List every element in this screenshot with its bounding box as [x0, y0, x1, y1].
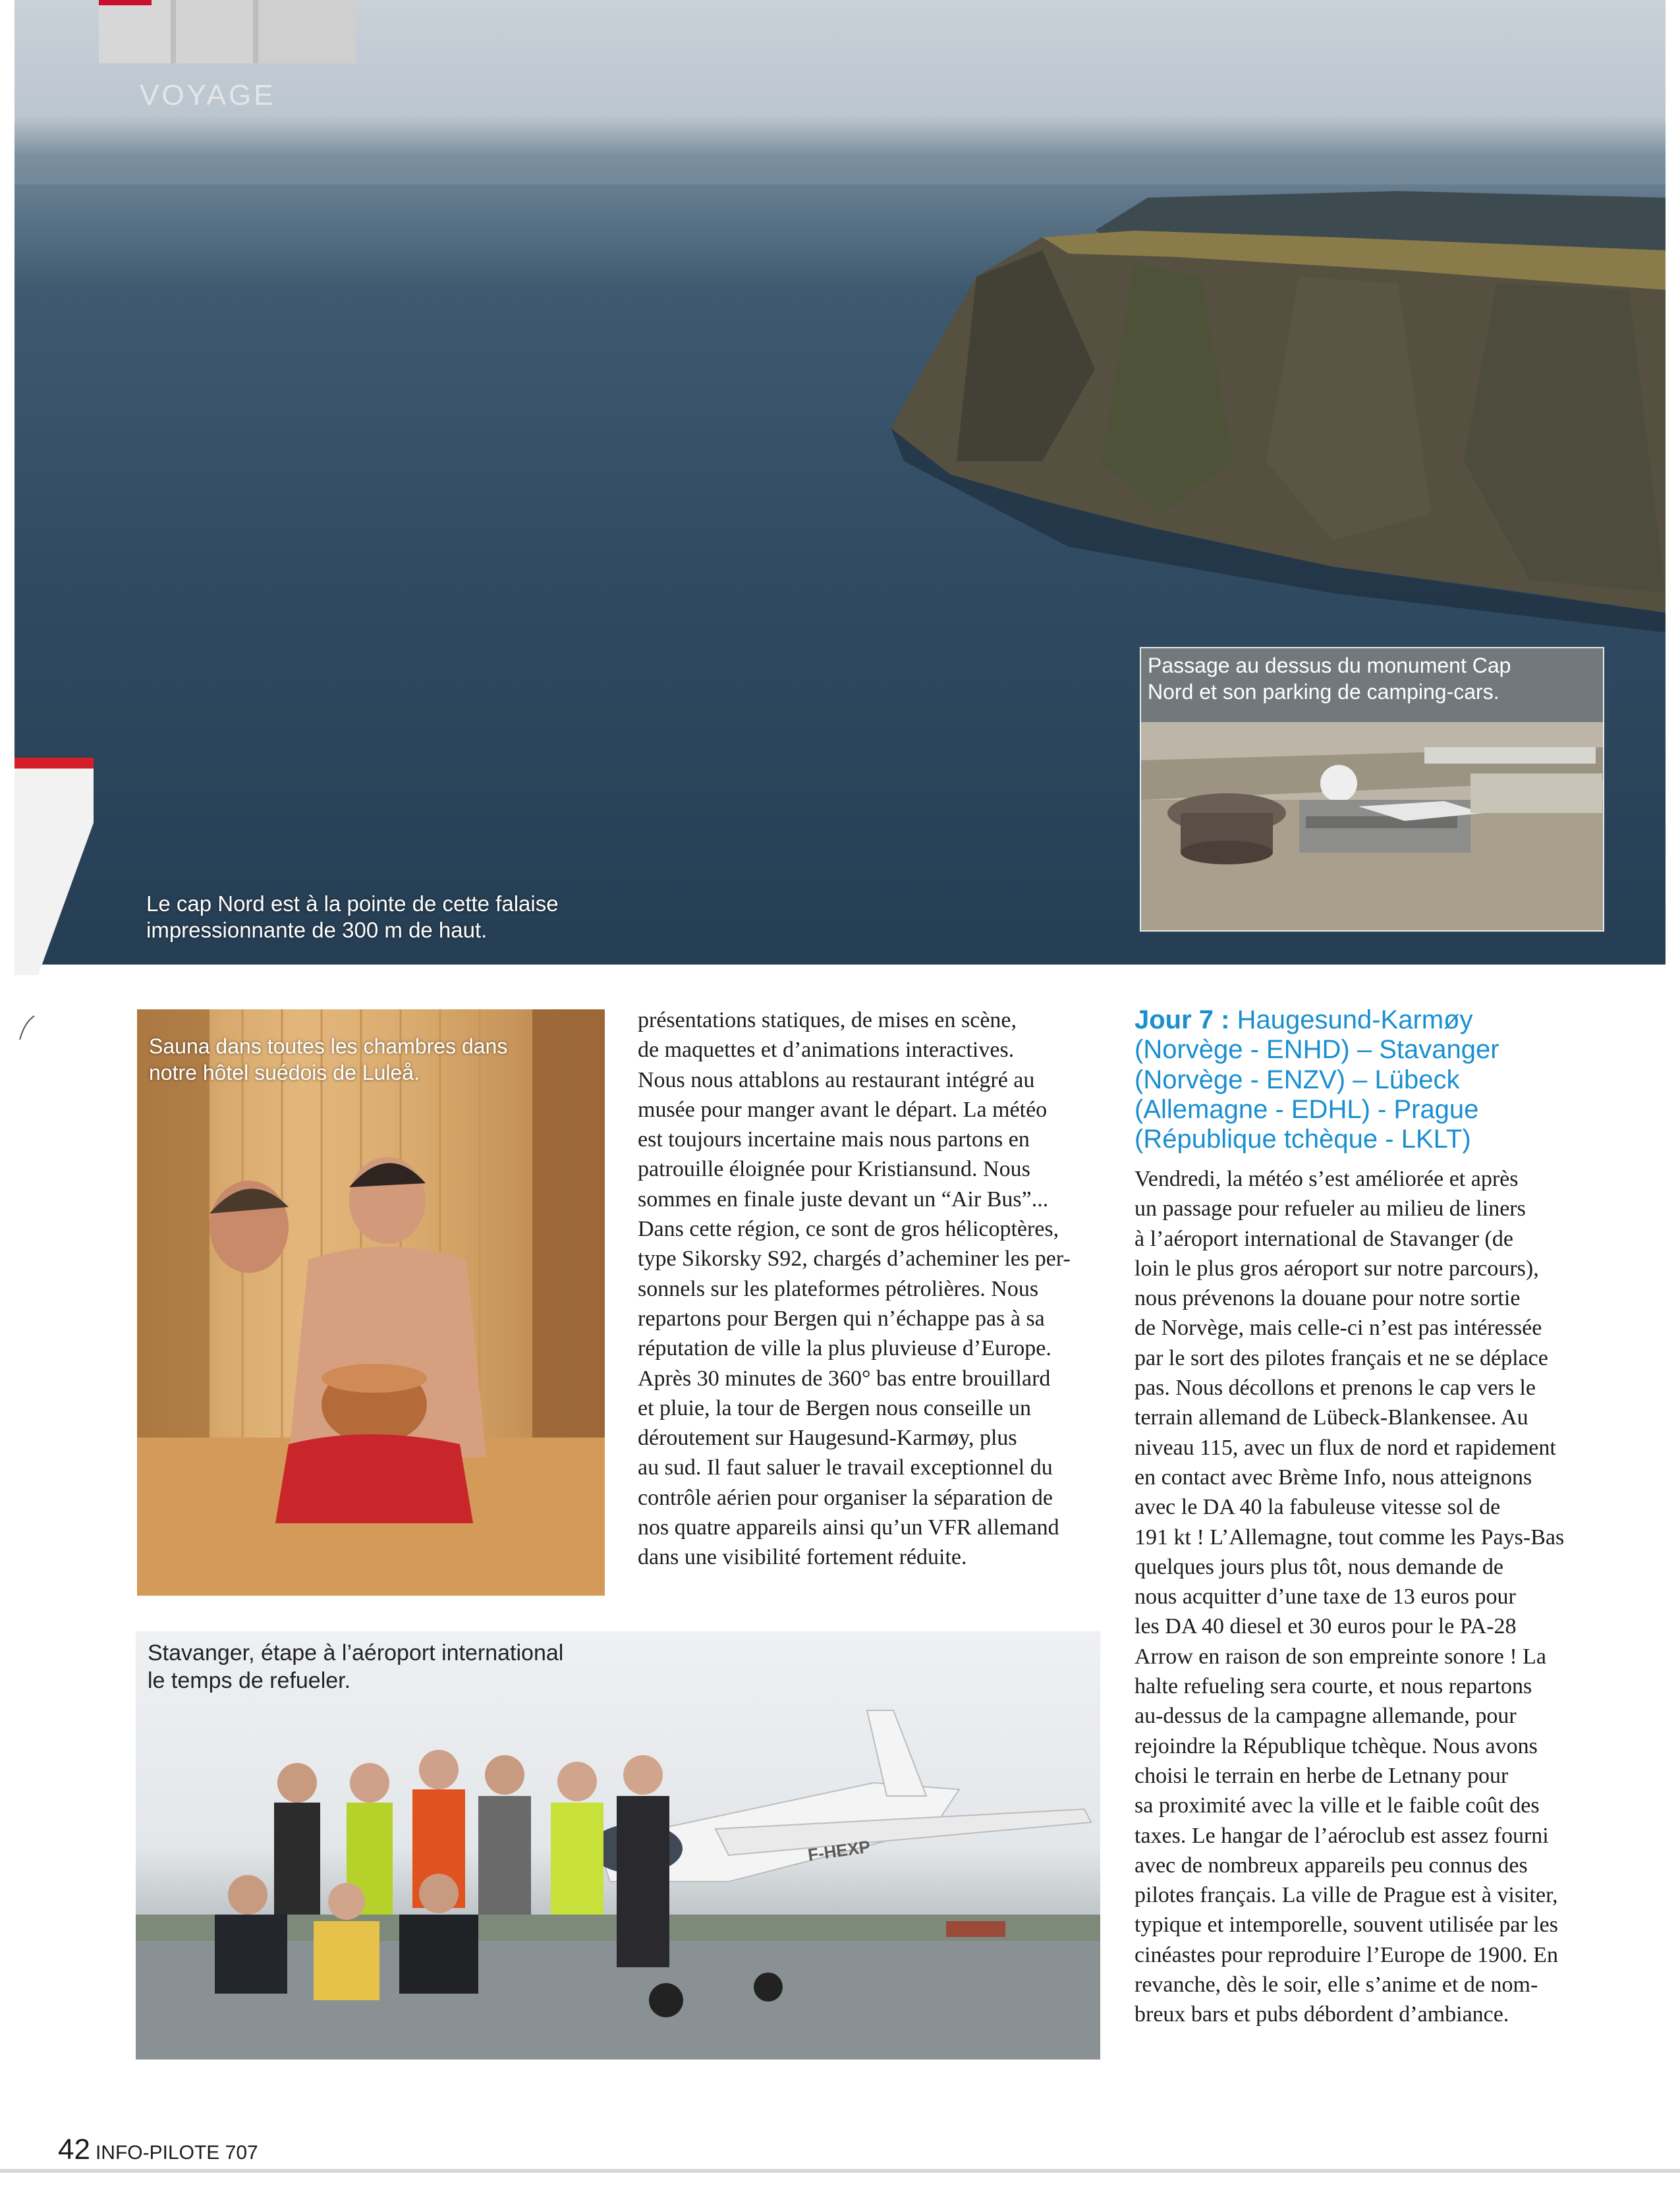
day-7-heading-line: (Norvège - ENHD) – Stavanger — [1134, 1035, 1499, 1065]
body-text-line: sa proximité avec la ville et le faible coût des — [1134, 1793, 1540, 1818]
page-number: 42 — [58, 2133, 90, 2166]
body-text-line: nous prévenons la douane pour notre sortie — [1134, 1286, 1521, 1311]
body-text-line: présentations statiques, de mises en scène, — [638, 1008, 1017, 1032]
body-text-line: niveau 115, avec un flux de nord et rapidement — [1134, 1435, 1556, 1460]
body-text-line: de maquettes et d’animations interactives. — [638, 1038, 1015, 1063]
body-text-line: au sud. Il faut saluer le travail exceptionnel du — [638, 1455, 1053, 1480]
body-text-line: contrôle aérien pour organiser la séparation de — [638, 1485, 1053, 1510]
body-text-line: dans une visibilité fortement réduite. — [638, 1545, 967, 1570]
day-7-heading-rest: Haugesund-Karmøy — [1229, 1005, 1473, 1034]
sauna-illustration — [137, 1009, 605, 1596]
body-text-line: cinéastes pour reproduire l’Europe de 1900. En — [1134, 1942, 1558, 1967]
body-text-line: les DA 40 diesel et 30 euros pour le PA-28 — [1134, 1614, 1517, 1639]
body-text-line: sommes en finale juste devant un “Air Bus”... — [638, 1187, 1049, 1212]
body-text-line: terrain allemand de Lübeck-Blankensee. Au — [1134, 1405, 1528, 1430]
group-photo-stavanger — [136, 1631, 1100, 2060]
day-7-label: Jour 7 : — [1134, 1005, 1230, 1034]
inset-caption — [1148, 652, 1596, 705]
body-text-line: patrouille éloignée pour Kristiansund. Nous — [638, 1157, 1030, 1182]
day-7-heading-line: (Allemagne - EDHL) - Prague — [1134, 1094, 1479, 1124]
bottom-rule — [0, 2169, 1680, 2173]
body-text-line: nous acquitter d’une taxe de 13 euros pour — [1134, 1584, 1516, 1610]
body-text-line: Dans cette région, ce sont de gros hélicoptères, — [638, 1217, 1059, 1242]
aircraft-registration: F-HEXP — [806, 1836, 872, 1865]
section-label: VOYAGE — [140, 79, 276, 111]
hero-caption-line: Le cap Nord est à la pointe de cette falaise — [146, 891, 559, 916]
body-text-line: revanche, dès le soir, elle s’anime et de nom- — [1134, 1973, 1538, 1998]
right-column-text — [1134, 1164, 1622, 2030]
section-tab-accent — [99, 0, 152, 5]
body-text-line: déroutement sur Haugesund-Karmøy, plus — [638, 1426, 1017, 1451]
body-text-line: type Sikorsky S92, chargés d’acheminer les per- — [638, 1247, 1071, 1272]
body-text-line: Après 30 minutes de 360° bas entre brouillard — [638, 1366, 1051, 1391]
day-7-heading-line — [1134, 1005, 1635, 1035]
body-text-line: au-dessus de la campagne allemande, pour — [1134, 1704, 1517, 1729]
sauna-photo — [137, 1009, 605, 1596]
day-7-heading-lines — [1134, 1035, 1635, 1154]
body-text-line: pilotes français. La ville de Prague est à visiter, — [1134, 1883, 1558, 1908]
section-tab-decoration — [99, 0, 356, 63]
body-text-line: loin le plus gros aéroport sur notre parcours), — [1134, 1256, 1539, 1281]
body-text-line: breux bars et pubs débordent d’ambiance. — [1134, 2002, 1509, 2027]
body-text-line: par le sort des pilotes français et ne se déplace — [1134, 1345, 1548, 1370]
group-caption — [148, 1639, 648, 1695]
body-text-line: nos quatre appareils ainsi qu’un VFR allemand — [638, 1515, 1059, 1540]
body-text-line: Arrow en raison de son empreinte sonore ! La — [1134, 1644, 1547, 1669]
body-text-line: Nous nous attablons au restaurant intégré au — [638, 1067, 1035, 1092]
inset-caption-line: Nord et son parking de camping-cars. — [1148, 680, 1499, 704]
day-7-heading-line: (République tchèque - LKLT) — [1134, 1125, 1471, 1154]
body-text-line: taxes. Le hangar de l’aéroclub est assez fourni — [1134, 1823, 1549, 1848]
group-illustration — [136, 1631, 1100, 2060]
magazine-name: INFO-PILOTE 707 — [95, 2142, 258, 2164]
body-text-line: de Norvège, mais celle-ci n’est pas intéressée — [1134, 1316, 1542, 1341]
sauna-caption-line: Sauna dans toutes les chambres dans — [149, 1034, 508, 1058]
body-text-line: choisi le terrain en herbe de Letnany pour — [1134, 1763, 1509, 1788]
body-text-line: 191 kt ! L’Allemagne, tout comme les Pays-Bas — [1134, 1525, 1565, 1550]
margin-mark — [17, 1015, 37, 1041]
body-text-line: quelques jours plus tôt, nous demande de — [1134, 1554, 1503, 1579]
middle-column-text — [638, 1005, 1099, 1573]
sauna-caption — [149, 1033, 597, 1086]
page-footer — [58, 2133, 258, 2166]
body-text-line: et pluie, la tour de Bergen nous conseille un — [638, 1395, 1032, 1420]
body-text-line: typique et intemporelle, souvent utilisée par les — [1134, 1913, 1558, 1938]
body-text-line: rejoindre la République tchèque. Nous avons — [1134, 1733, 1538, 1758]
sauna-caption-line: notre hôtel suédois de Luleå. — [149, 1061, 420, 1084]
body-text-line: en contact avec Brème Info, nous atteignons — [1134, 1465, 1532, 1490]
body-text-line: est toujours incertaine mais nous partons en — [638, 1127, 1030, 1152]
day-7-heading-line: (Norvège - ENZV) – Lübeck — [1134, 1065, 1460, 1094]
body-text-line: halte refueling sera courte, et nous repartons — [1134, 1674, 1532, 1699]
hero-caption-line: impressionnante de 300 m de haut. — [146, 918, 488, 942]
hero-caption — [146, 891, 739, 943]
group-caption-line: le temps de refueler. — [148, 1668, 351, 1693]
group-caption-line: Stavanger, étape à l’aéroport international — [148, 1640, 564, 1666]
body-text-line: pas. Nous décollons et prenons le cap vers le — [1134, 1376, 1536, 1401]
body-text-line: à l’aéroport international de Stavanger (de — [1134, 1226, 1513, 1251]
inset-photo-monument — [1140, 647, 1604, 932]
body-text-line: Vendredi, la météo s’est améliorée et après — [1134, 1167, 1519, 1191]
day-7-heading — [1134, 1005, 1635, 1154]
body-text-line: avec le DA 40 la fabuleuse vitesse sol de — [1134, 1495, 1501, 1520]
body-text-line: réputation de ville la plus pluvieuse d’Europe. — [638, 1336, 1051, 1361]
body-text-line: sonnels sur les plateformes pétrolières. Nous — [638, 1276, 1039, 1301]
body-text-line: repartons pour Bergen qui n’échappe pas à sa — [638, 1306, 1045, 1331]
body-text-line: un passage pour refueler au milieu de liners — [1134, 1196, 1526, 1221]
body-text-line: musée pour manger avant le départ. La météo — [638, 1097, 1048, 1122]
body-text-line: avec de nombreux appareils peu connus des — [1134, 1853, 1528, 1878]
inset-caption-line: Passage au dessus du monument Cap — [1148, 654, 1511, 677]
